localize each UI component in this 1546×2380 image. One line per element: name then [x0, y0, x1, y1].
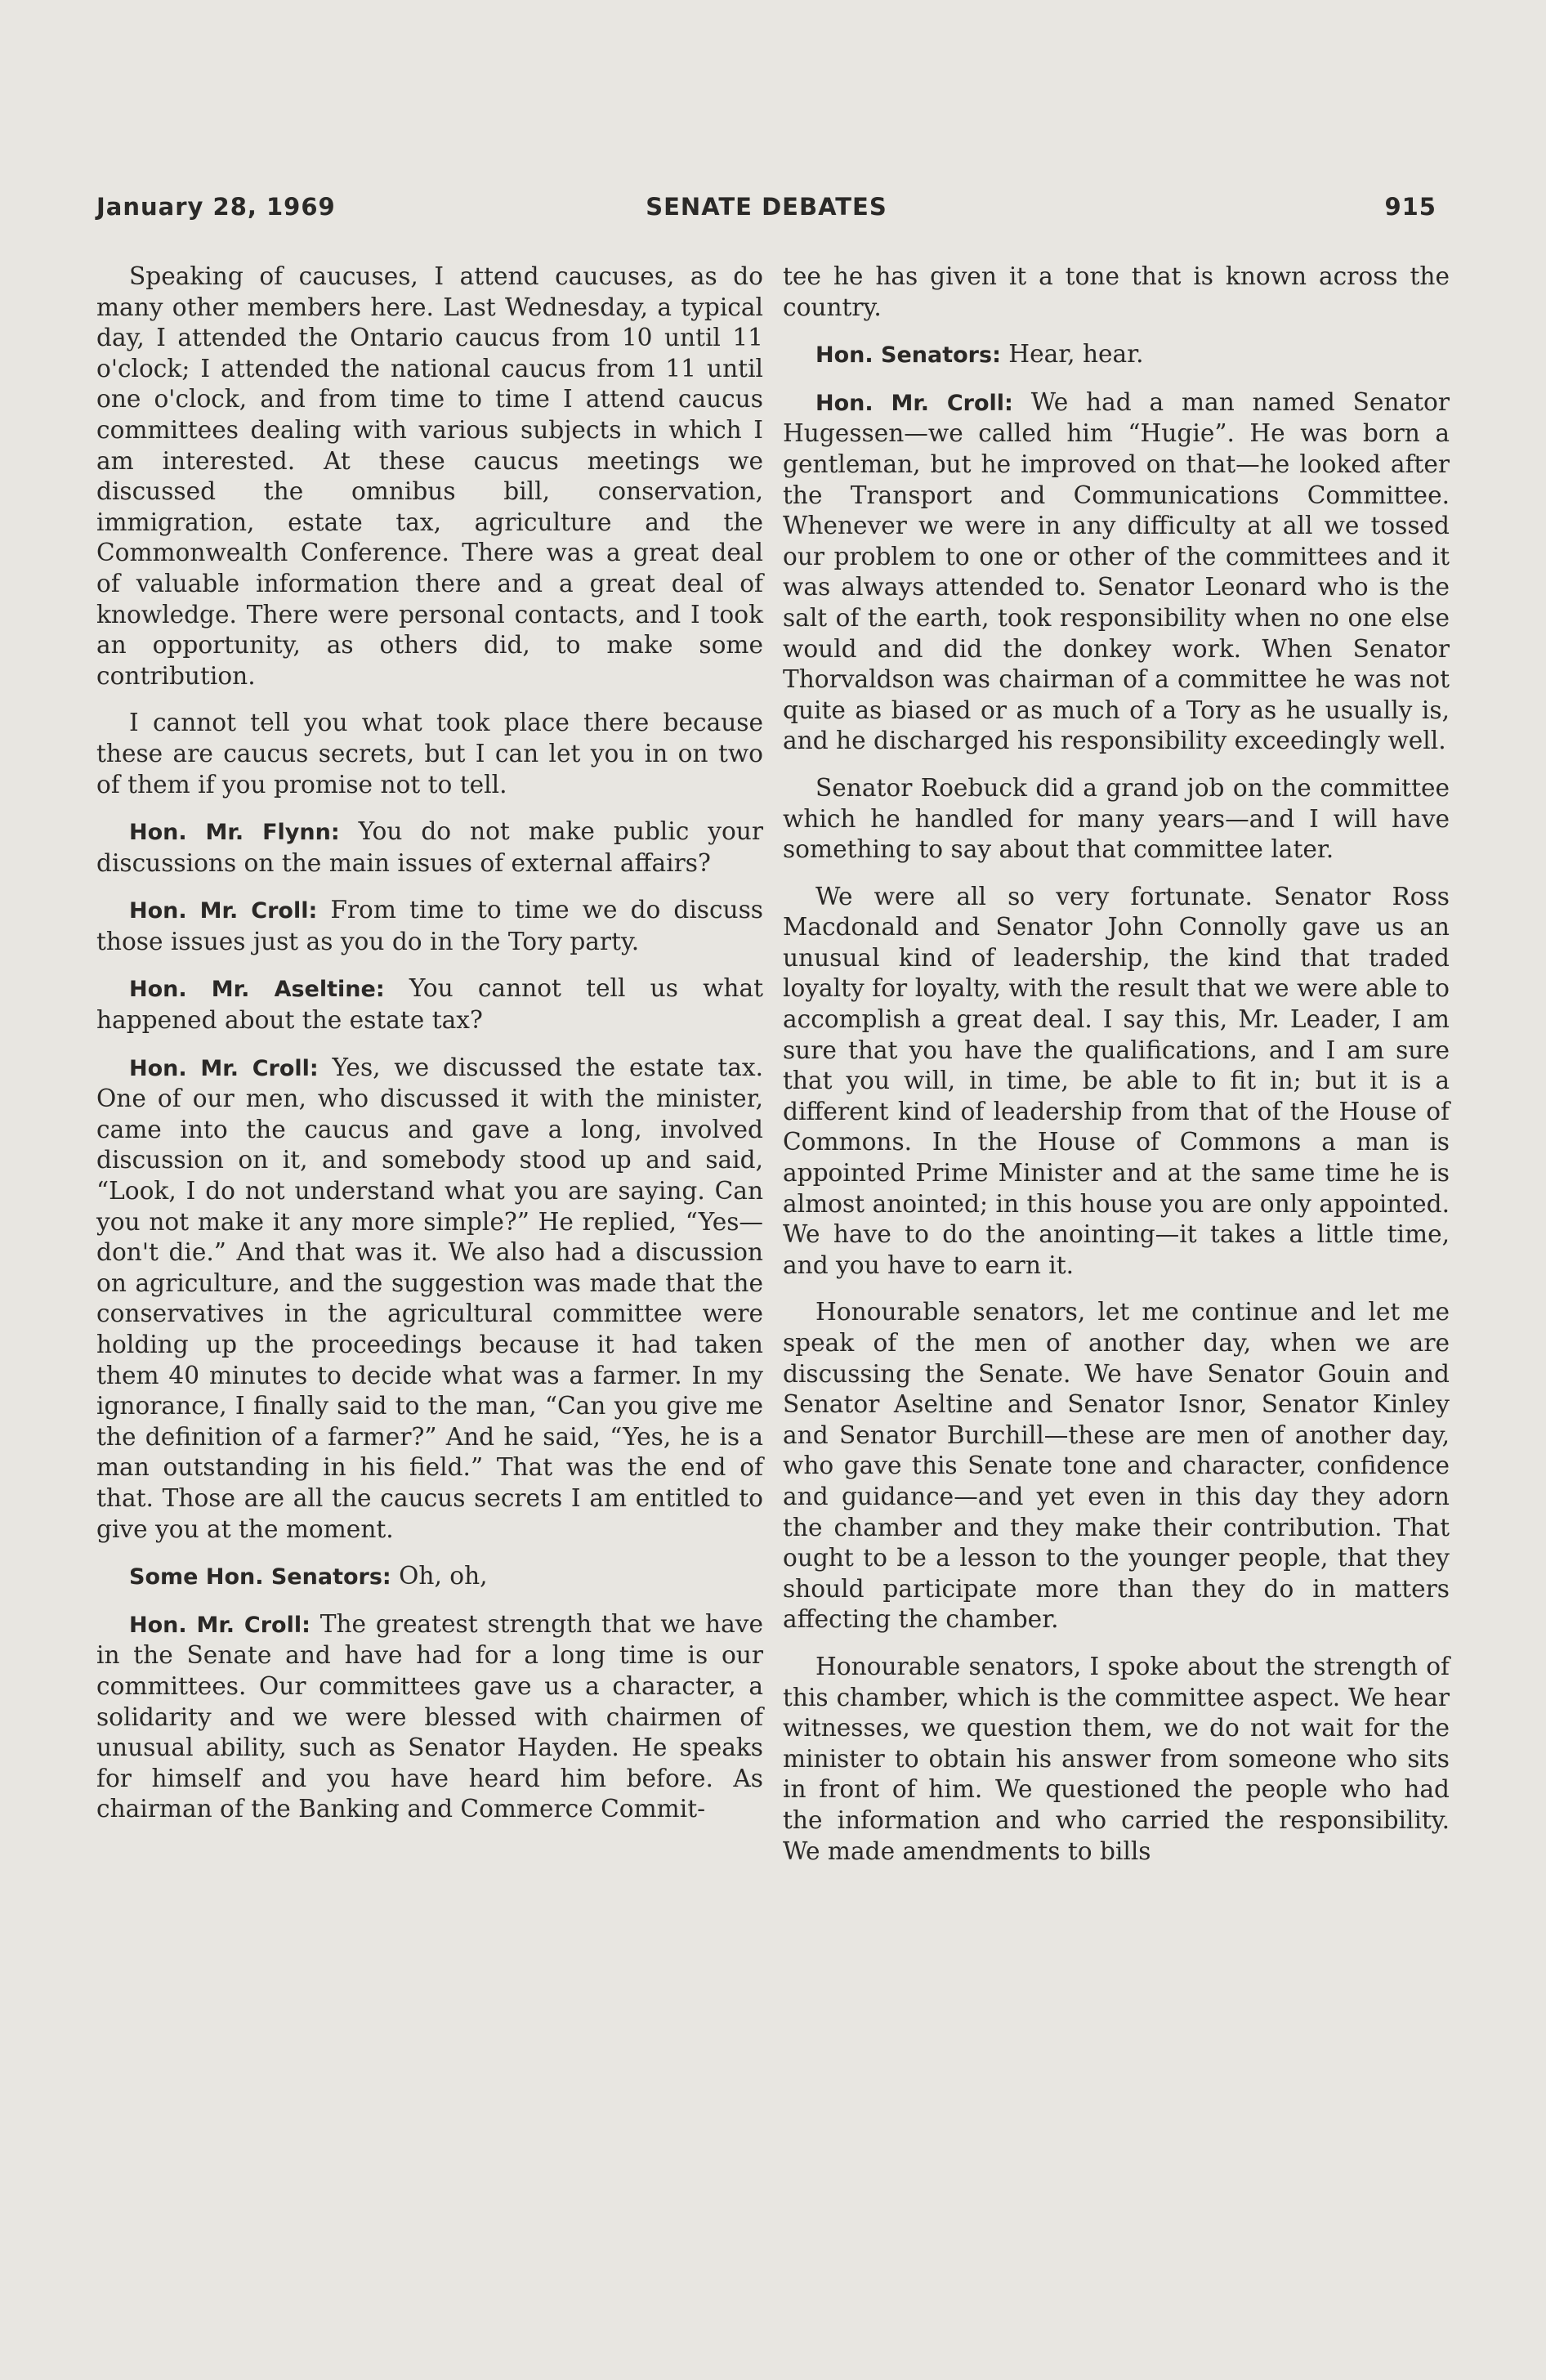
page-header	[96, 193, 1437, 234]
speaker-name: Hon. Mr. Croll:	[129, 898, 318, 924]
paragraph	[96, 262, 763, 691]
paragraph	[783, 339, 1450, 371]
paragraph-text: From time to time we do discuss those issues just as you do in the Tory party.	[96, 896, 763, 955]
paragraph	[783, 387, 1450, 757]
paragraph	[96, 973, 763, 1036]
paragraph	[783, 882, 1450, 1282]
paragraph	[96, 1609, 763, 1825]
paragraph-text: The greatest strength that we have in the Senate and have had for a long time is our committees. Our committees gave us a character, a solidarity and we were blessed with chairmen of unusual ability, such as Senator Hayden. He speaks for himself and you have heard him before. As chairman of the Banking and Commerce Commit-	[96, 1609, 763, 1823]
paragraph-text: Honourable senators, I spoke about the strength of this chamber, which is the committee aspect. We hear witnesses, we question them, we do not wait for the minister to obtain his answer from someone who sits in front of him. We questioned the people who had the information and who carried the responsibility. We made amendments to bills	[783, 1652, 1450, 1865]
paragraph	[96, 1053, 763, 1546]
left-column	[96, 262, 763, 1841]
paragraph-text: tee he has given it a tone that is known across the country.	[783, 262, 1450, 321]
paragraph-text: We were all so very fortunate. Senator Ross Macdonald and Senator John Connolly gave us an unusual kind of leadership, the kind that traded loyalty for loyalty, with the result that we were able to accomplish a great deal. I say this, Mr. Leader, I am sure that you have the qualifications, and I am sure that you will, in time, be able to fit in; but it is a different kind of leadership from that of the House of Commons. In the House of Commons a man is appointed Prime Minister and at the same time he is almost anointed; in this house you are only appointed. We have to do the anointing—it takes a little time, and you have to earn it.	[783, 882, 1450, 1279]
paragraph-text: Hear, hear.	[1008, 340, 1144, 369]
paragraph-text: Senator Roebuck did a grand job on the committee which he handled for many years—and I will have something to say about that committee later.	[783, 773, 1450, 864]
paragraph	[96, 708, 763, 800]
paragraph-text: Yes, we discussed the estate tax. One of our men, who discussed it with the minister, came into the caucus and gave a long, involved discussion on it, and somebody stood up and said, “Look, I do not understand what you are saying. Can you not make it any more simple?” He replied, “Yes—don't die.” And that was it. We also had a discussion on agriculture, and the suggestion was made that the conservatives in the agricultural committee were holding up the proceedings because it had taken them 40 minutes to decide what was a farmer. In my ignorance, I finally said to the man, “Can you give me the definition of a farmer?” And he said, “Yes, he is a man outstanding in his field.” That was the end of that. Those are all the caucus secrets I am entitled to give you at the moment.	[96, 1053, 763, 1543]
paragraph-text: You do not make public your discussions on the main issues of external affairs?	[96, 817, 763, 877]
speaker-name: Hon. Mr. Croll:	[815, 390, 1013, 416]
header-date: January 28, 1969	[96, 193, 336, 221]
paragraph	[96, 1561, 763, 1593]
speaker-name: Hon. Senators:	[815, 342, 1001, 369]
speaker-name: Hon. Mr. Flynn:	[129, 820, 340, 846]
speaker-name: Some Hon. Senators:	[129, 1564, 391, 1590]
header-page-number: 915	[1384, 193, 1437, 221]
paragraph	[96, 816, 763, 879]
header-title: SENATE DEBATES	[646, 193, 887, 221]
paragraph-text: Oh, oh,	[399, 1562, 488, 1590]
paragraph	[783, 1297, 1450, 1635]
paragraph	[783, 1652, 1450, 1867]
speaker-name: Hon. Mr. Croll:	[129, 1612, 311, 1638]
speaker-name: Hon. Mr. Croll:	[129, 1055, 319, 1081]
right-column	[783, 262, 1450, 1883]
paragraph-text: Speaking of caucuses, I attend caucuses, as do many other members here. Last Wednesday, a typical day, I attended the Ontario caucus from 10 until 11 o'clock; I attended the national caucus from 11 until one o'clock, and from time to time I attend caucus committees dealing with various subjects in which I am interested. At these caucus meetings we discussed the omnibus bill, conservation, immigration, estate tax, agriculture and the Commonwealth Conference. There was a great deal of valuable information there and a great deal of knowledge. There were personal contacts, and I took an opportunity, as others did, to make some contribution.	[96, 262, 763, 690]
speaker-name: Hon. Mr. Aseltine:	[129, 977, 385, 1003]
paragraph-text: You cannot tell us what happened about the estate tax?	[96, 974, 763, 1035]
paragraph-text: We had a man named Senator Hugessen—we called him “Hugie”. He was born a gentleman, but he improved on that—he looked after the Transport and Communications Committee. Whenever we were in any difficulty at all we tossed our problem to one or other of the committees and it was always attended to. Senator Leonard who is the salt of the earth, took responsibility when no one else would and did the donkey work. When Senator Thorvaldson was chairman of a committee he was not quite as biased or as much of a Tory as he usually is, and he discharged his responsibility exceedingly well.	[783, 387, 1450, 755]
paragraph-text: I cannot tell you what took place there because these are caucus secrets, but I can let you in on two of them if you promise not to tell.	[96, 709, 763, 799]
paragraph	[96, 895, 763, 957]
paragraph	[783, 773, 1450, 866]
paragraph-continued	[783, 262, 1450, 323]
paragraph-text: Honourable senators, let me continue and let me speak of the men of another day, when we are discussing the Senate. We have Senator Gouin and Senator Aseltine and Senator Isnor, Senator Kinley and Senator Burchill—these are men of another day, who gave this Senate tone and character, confidence and guidance—and yet even in this day they adorn the chamber and they make their contribution. That ought to be a lesson to the younger people, that they should participate more than they do in matters affecting the chamber.	[783, 1298, 1450, 1634]
